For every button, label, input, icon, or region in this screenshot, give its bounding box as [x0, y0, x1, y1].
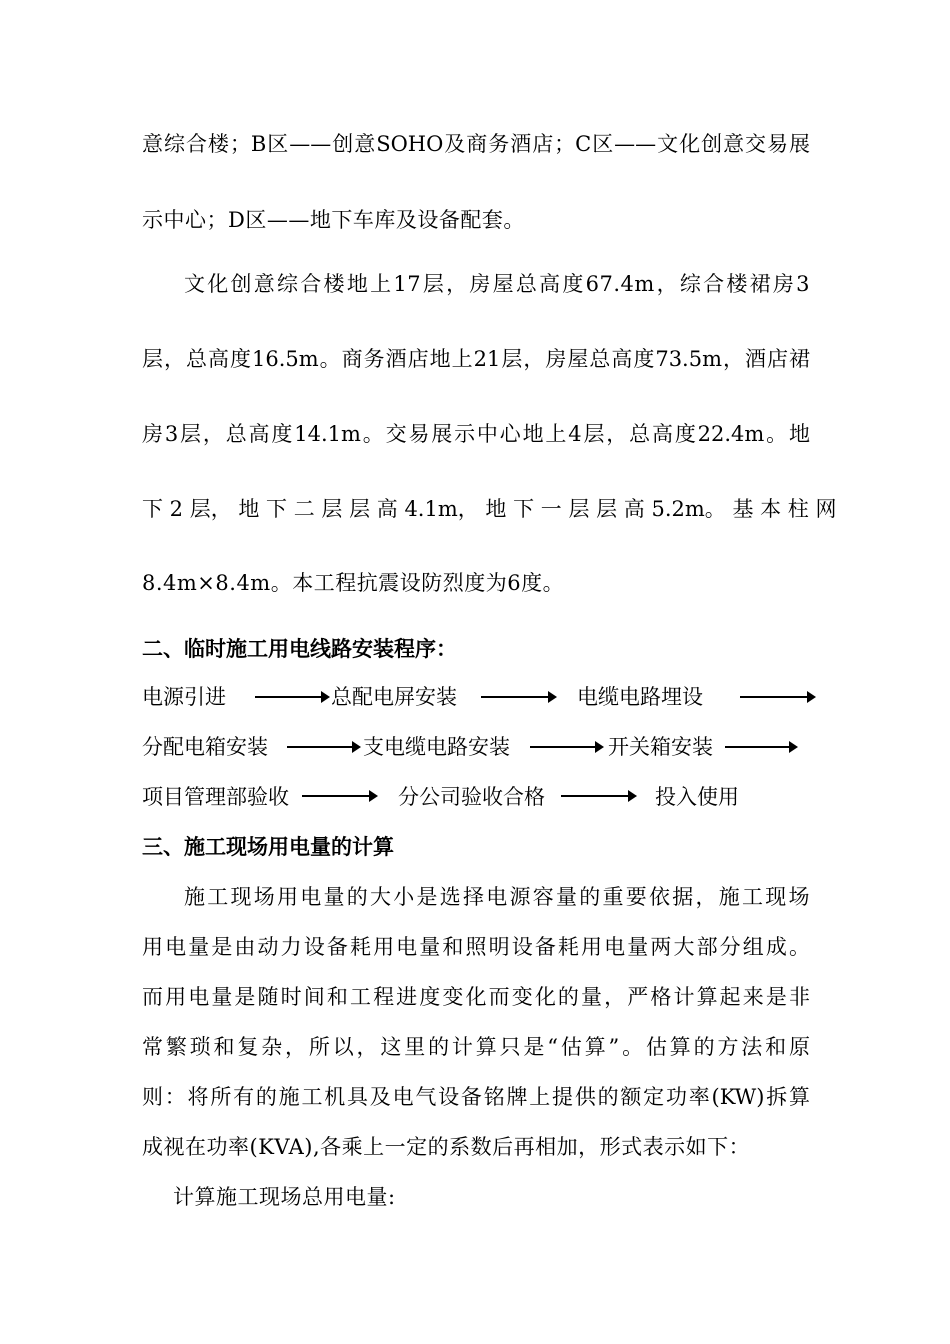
paragraph-line: 而用电量是随时间和工程进度变化而变化的量，严格计算起来是非 [142, 985, 810, 1009]
arrow-icon [530, 741, 604, 753]
flow-step: 投入使用 [655, 785, 739, 809]
arrow-icon [255, 691, 330, 703]
paragraph-line: 施工现场用电量的大小是选择电源容量的重要依据，施工现场 [184, 885, 810, 909]
arrow-icon [302, 790, 378, 802]
flow-step: 分公司验收合格 [398, 785, 545, 809]
paragraph-line: 示中心；D区——地下车库及设备配套。 [142, 208, 525, 232]
flow-step: 开关箱安装 [608, 735, 713, 759]
paragraph-line: 意综合楼；B区——创意SOHO及商务酒店；C区——文化创意交易展 [142, 132, 810, 156]
paragraph-line: 文化创意综合楼地上17层，房屋总高度67.4m，综合楼裙房3 [184, 272, 810, 296]
flow-step: 支电缆电路安装 [363, 735, 510, 759]
section-heading: 二、临时施工用电线路安装程序： [142, 637, 457, 661]
paragraph-line: 下 2 层， 地 下 二 层 层 高 4.1m， 地 下 一 层 层 高 5.2m。 基 本 柱 网 [142, 497, 837, 521]
arrow-icon [481, 691, 557, 703]
paragraph-line: 常繁琐和复杂，所以，这里的计算只是“估算”。估算的方法和原 [142, 1035, 810, 1059]
arrow-icon [287, 741, 361, 753]
paragraph-line: 则：将所有的施工机具及电气设备铭牌上提供的额定功率(KW)拆算 [142, 1085, 810, 1109]
paragraph-line: 成视在功率(KVA),各乘上一定的系数后再相加，形式表示如下： [142, 1135, 751, 1159]
flow-step: 项目管理部验收 [142, 785, 289, 809]
paragraph-line: 层，总高度16.5m。商务酒店地上21层，房屋总高度73.5m，酒店裙 [142, 347, 810, 371]
paragraph-line: 8.4m×8.4m。本工程抗震设防烈度为6度。 [142, 571, 565, 595]
paragraph-line: 房3层，总高度14.1m。交易展示中心地上4层，总高度22.4m。地 [142, 422, 810, 446]
flow-step: 电缆电路埋设 [577, 685, 703, 709]
flow-step: 分配电箱安装 [142, 735, 268, 759]
calc-label: 计算施工现场总用电量: [173, 1185, 396, 1209]
flow-step: 总配电屏安装 [331, 685, 457, 709]
section-heading: 三、施工现场用电量的计算 [142, 835, 394, 859]
arrow-icon [725, 741, 798, 753]
arrow-icon [740, 691, 816, 703]
flow-step: 电源引进 [142, 685, 226, 709]
paragraph-line: 用电量是由动力设备耗用电量和照明设备耗用电量两大部分组成。 [142, 935, 810, 959]
arrow-icon [561, 790, 637, 802]
